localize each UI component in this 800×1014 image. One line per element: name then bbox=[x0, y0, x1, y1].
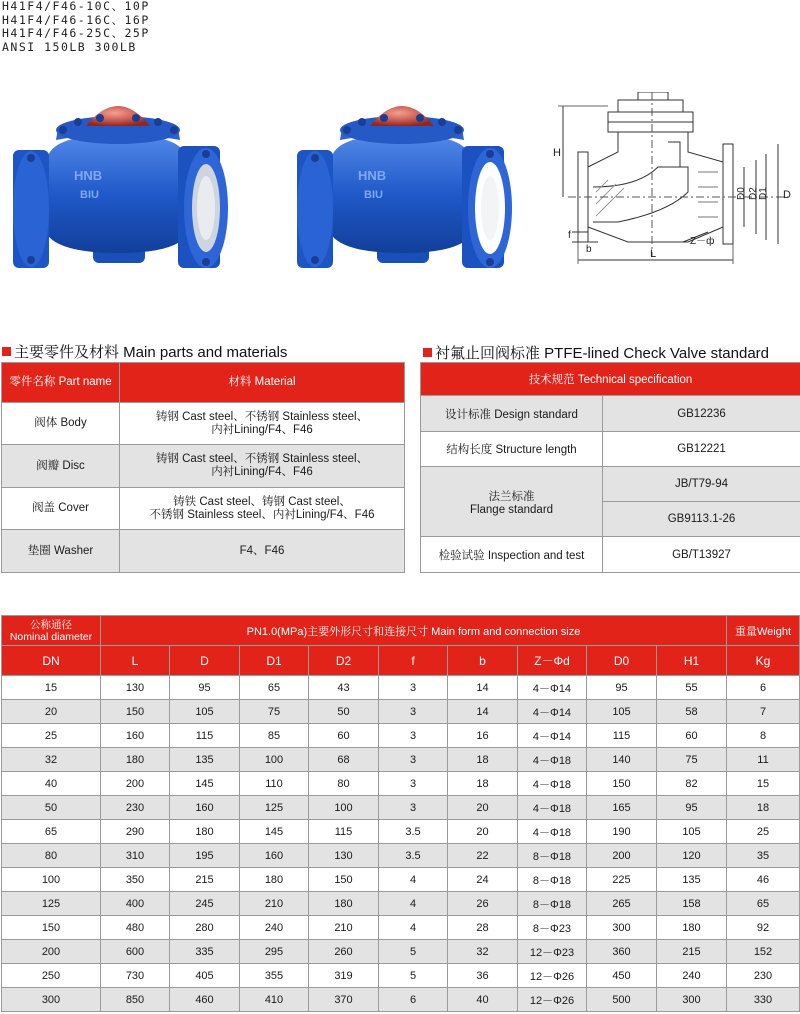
table-cell: 75 bbox=[240, 700, 309, 724]
table-cell: 115 bbox=[309, 820, 379, 844]
table-cell: 4 bbox=[379, 868, 448, 892]
table-cell: 210 bbox=[309, 916, 379, 940]
table-cell: 150 bbox=[309, 868, 379, 892]
table-cell: 4－Φ14 bbox=[518, 676, 587, 700]
spec-label: 法兰标准 Flange standard bbox=[421, 467, 603, 537]
table-cell: 100 bbox=[2, 868, 101, 892]
table-cell: 130 bbox=[101, 676, 170, 700]
table-cell: 3 bbox=[379, 700, 448, 724]
table-cell: 115 bbox=[587, 724, 657, 748]
table-cell: 125 bbox=[2, 892, 101, 916]
table-row bbox=[2, 892, 800, 916]
svg-text:BIU: BIU bbox=[80, 189, 99, 201]
column-header: D0 bbox=[587, 646, 657, 676]
table-cell: 18 bbox=[727, 796, 800, 820]
model-line: ANSI 150LB 300LB bbox=[2, 39, 137, 54]
table-row bbox=[2, 916, 800, 940]
table-row bbox=[2, 820, 800, 844]
table-cell: 260 bbox=[309, 940, 379, 964]
material-cell: 铸钢 Cast steel、不锈钢 Stainless steel、 内衬Lining/F4、F46 bbox=[120, 445, 405, 488]
table-cell: 60 bbox=[309, 724, 379, 748]
table-row bbox=[421, 396, 800, 432]
table-row bbox=[2, 445, 405, 488]
table-row bbox=[2, 964, 800, 988]
table-cell: 3.5 bbox=[379, 844, 448, 868]
column-header: D1 bbox=[240, 646, 309, 676]
table-row bbox=[421, 537, 800, 573]
table-cell: 15 bbox=[2, 676, 101, 700]
table-row bbox=[421, 363, 800, 396]
table-cell: 450 bbox=[587, 964, 657, 988]
table-cell: 100 bbox=[240, 748, 309, 772]
table-cell: 4－Φ18 bbox=[518, 772, 587, 796]
table-cell: 135 bbox=[657, 868, 727, 892]
table-cell: 140 bbox=[587, 748, 657, 772]
table-cell: 6 bbox=[727, 676, 800, 700]
part-cell: 垫圈 Washer bbox=[2, 530, 120, 573]
table-cell: 4－Φ14 bbox=[518, 700, 587, 724]
table-cell: 215 bbox=[657, 940, 727, 964]
header-material: 材料 Material bbox=[120, 363, 405, 403]
table-cell: 6 bbox=[379, 988, 448, 1012]
table-cell: 4－Φ18 bbox=[518, 748, 587, 772]
column-header: DN bbox=[2, 646, 101, 676]
table-cell: 5 bbox=[379, 940, 448, 964]
table-cell: 500 bbox=[587, 988, 657, 1012]
table-row bbox=[2, 844, 800, 868]
parts-section-title: 主要零件及材料 Main parts and materials bbox=[2, 341, 287, 362]
table-cell: 8－Φ18 bbox=[518, 844, 587, 868]
table-cell: 125 bbox=[240, 796, 309, 820]
table-cell: 3 bbox=[379, 772, 448, 796]
table-cell: 92 bbox=[727, 916, 800, 940]
table-cell: 115 bbox=[170, 724, 240, 748]
valve-photo-right bbox=[292, 88, 512, 273]
column-header: f bbox=[379, 646, 448, 676]
table-cell: 20 bbox=[448, 796, 518, 820]
table-cell: 150 bbox=[587, 772, 657, 796]
table-row bbox=[2, 940, 800, 964]
dim-label-b: b bbox=[586, 244, 592, 255]
table-cell: 50 bbox=[2, 796, 101, 820]
table-cell: 319 bbox=[309, 964, 379, 988]
table-cell: 150 bbox=[101, 700, 170, 724]
table-cell: 12－Φ26 bbox=[518, 988, 587, 1012]
table-cell: 80 bbox=[2, 844, 101, 868]
svg-text:HNB: HNB bbox=[358, 168, 387, 183]
spec-label: 结构长度 Structure length bbox=[421, 432, 603, 467]
table-cell: 160 bbox=[170, 796, 240, 820]
table-cell: 335 bbox=[170, 940, 240, 964]
table-cell: 410 bbox=[240, 988, 309, 1012]
table-row bbox=[2, 868, 800, 892]
table-cell: 215 bbox=[170, 868, 240, 892]
table-cell: 16 bbox=[448, 724, 518, 748]
column-header: D2 bbox=[309, 646, 379, 676]
table-cell: 20 bbox=[2, 700, 101, 724]
nominal-diameter-header: 公称通径 Nominal diameter bbox=[2, 616, 101, 646]
table-cell: 330 bbox=[727, 988, 800, 1012]
table-cell: 55 bbox=[657, 676, 727, 700]
table-cell: 250 bbox=[2, 964, 101, 988]
table-cell: 8 bbox=[727, 724, 800, 748]
table-cell: 850 bbox=[101, 988, 170, 1012]
table-cell: 300 bbox=[587, 916, 657, 940]
spec-section-title: 衬氟止回阀标准 PTFE-lined Check Valve standard bbox=[423, 342, 769, 363]
table-cell: 730 bbox=[101, 964, 170, 988]
table-cell: 20 bbox=[448, 820, 518, 844]
dim-label-d2: D2 bbox=[748, 187, 759, 200]
table-cell: 3 bbox=[379, 724, 448, 748]
table-cell: 32 bbox=[448, 940, 518, 964]
table-row bbox=[2, 530, 405, 573]
part-cell: 阀盖 Cover bbox=[2, 488, 120, 530]
table-cell: 295 bbox=[240, 940, 309, 964]
table-cell: 300 bbox=[657, 988, 727, 1012]
table-cell: 12－Φ26 bbox=[518, 964, 587, 988]
table-cell: 3 bbox=[379, 796, 448, 820]
table-cell: 200 bbox=[101, 772, 170, 796]
table-row bbox=[2, 488, 405, 530]
table-cell: 11 bbox=[727, 748, 800, 772]
table-cell: 4－Φ14 bbox=[518, 724, 587, 748]
dim-label-zd: Z－ф bbox=[690, 236, 715, 247]
table-cell: 8－Φ18 bbox=[518, 892, 587, 916]
table-cell: 355 bbox=[240, 964, 309, 988]
table-cell: 105 bbox=[587, 700, 657, 724]
table-cell: 14 bbox=[448, 676, 518, 700]
table-cell: 3 bbox=[379, 748, 448, 772]
table-cell: 405 bbox=[170, 964, 240, 988]
spec-value: GB9113.1-26 bbox=[603, 502, 800, 537]
dim-label-l: L bbox=[650, 248, 657, 260]
table-cell: 400 bbox=[101, 892, 170, 916]
table-cell: 15 bbox=[727, 772, 800, 796]
column-header: Z－Φd bbox=[518, 646, 587, 676]
table-cell: 280 bbox=[170, 916, 240, 940]
table-row bbox=[2, 646, 800, 676]
table-cell: 82 bbox=[657, 772, 727, 796]
table-cell: 8－Φ18 bbox=[518, 868, 587, 892]
table-cell: 3 bbox=[379, 676, 448, 700]
red-square-icon bbox=[2, 347, 11, 356]
svg-text:HNB: HNB bbox=[74, 168, 103, 183]
table-cell: 43 bbox=[309, 676, 379, 700]
table-cell: 28 bbox=[448, 916, 518, 940]
table-cell: 32 bbox=[2, 748, 101, 772]
table-cell: 4－Φ18 bbox=[518, 796, 587, 820]
table-cell: 22 bbox=[448, 844, 518, 868]
table-cell: 180 bbox=[240, 868, 309, 892]
table-cell: 240 bbox=[240, 916, 309, 940]
table-cell: 160 bbox=[240, 844, 309, 868]
table-cell: 180 bbox=[657, 916, 727, 940]
table-cell: 46 bbox=[727, 868, 800, 892]
table-cell: 3.5 bbox=[379, 820, 448, 844]
table-cell: 152 bbox=[727, 940, 800, 964]
table-row bbox=[2, 724, 800, 748]
table-cell: 95 bbox=[170, 676, 240, 700]
table-row bbox=[2, 988, 800, 1012]
part-cell: 阀瓣 Disc bbox=[2, 445, 120, 488]
table-row bbox=[2, 700, 800, 724]
table-cell: 4 bbox=[379, 916, 448, 940]
table-row bbox=[2, 772, 800, 796]
spec-value: JB/T79-94 bbox=[603, 467, 800, 502]
table-cell: 180 bbox=[101, 748, 170, 772]
dim-label-d0: D0 bbox=[736, 187, 747, 200]
table-cell: 360 bbox=[587, 940, 657, 964]
table-cell: 65 bbox=[727, 892, 800, 916]
table-row bbox=[2, 676, 800, 700]
table-cell: 58 bbox=[657, 700, 727, 724]
table-cell: 195 bbox=[170, 844, 240, 868]
part-cell: 阀体 Body bbox=[2, 403, 120, 445]
spec-value: GB/T13927 bbox=[603, 537, 800, 573]
table-cell: 300 bbox=[2, 988, 101, 1012]
table-row bbox=[2, 616, 800, 646]
model-list bbox=[2, 0, 150, 54]
table-cell: 65 bbox=[2, 820, 101, 844]
table-row bbox=[2, 403, 405, 445]
dimensions-table bbox=[1, 615, 800, 1012]
table-cell: 225 bbox=[587, 868, 657, 892]
table-cell: 68 bbox=[309, 748, 379, 772]
table-cell: 7 bbox=[727, 700, 800, 724]
table-cell: 210 bbox=[240, 892, 309, 916]
table-cell: 165 bbox=[587, 796, 657, 820]
table-cell: 105 bbox=[170, 700, 240, 724]
table-cell: 60 bbox=[657, 724, 727, 748]
table-cell: 460 bbox=[170, 988, 240, 1012]
table-cell: 110 bbox=[240, 772, 309, 796]
table-cell: 190 bbox=[587, 820, 657, 844]
dim-label-d: D bbox=[783, 189, 791, 201]
table-cell: 158 bbox=[657, 892, 727, 916]
table-cell: 180 bbox=[170, 820, 240, 844]
table-cell: 230 bbox=[727, 964, 800, 988]
column-header: Kg bbox=[727, 646, 800, 676]
dim-label-d1: D1 bbox=[758, 187, 769, 200]
table-cell: 230 bbox=[101, 796, 170, 820]
table-cell: 310 bbox=[101, 844, 170, 868]
table-row bbox=[2, 748, 800, 772]
main-size-header: PN1.0(MPa)主要外形尺寸和连接尺寸 Main form and connection size bbox=[101, 616, 727, 646]
column-header: D bbox=[170, 646, 240, 676]
red-square-icon bbox=[423, 348, 432, 357]
table-cell: 40 bbox=[448, 988, 518, 1012]
table-cell: 150 bbox=[2, 916, 101, 940]
table-cell: 145 bbox=[170, 772, 240, 796]
table-cell: 240 bbox=[657, 964, 727, 988]
table-cell: 14 bbox=[448, 700, 518, 724]
table-cell: 120 bbox=[657, 844, 727, 868]
dim-label-h: H bbox=[553, 147, 561, 159]
table-cell: 4－Φ18 bbox=[518, 820, 587, 844]
table-cell: 265 bbox=[587, 892, 657, 916]
table-cell: 105 bbox=[657, 820, 727, 844]
table-cell: 40 bbox=[2, 772, 101, 796]
table-cell: 8－Φ23 bbox=[518, 916, 587, 940]
table-cell: 180 bbox=[309, 892, 379, 916]
spec-header: 技术规范 Technical specification bbox=[421, 363, 800, 396]
dim-label-f: f bbox=[568, 230, 571, 241]
table-cell: 25 bbox=[2, 724, 101, 748]
table-cell: 370 bbox=[309, 988, 379, 1012]
model-line: H41F4/F46-25C、25P bbox=[2, 26, 150, 40]
spec-value: GB12221 bbox=[603, 432, 800, 467]
parts-table bbox=[1, 362, 405, 573]
table-row bbox=[421, 432, 800, 467]
table-cell: 290 bbox=[101, 820, 170, 844]
column-header: L bbox=[101, 646, 170, 676]
material-cell: F4、F46 bbox=[120, 530, 405, 573]
table-cell: 135 bbox=[170, 748, 240, 772]
table-cell: 26 bbox=[448, 892, 518, 916]
table-cell: 200 bbox=[587, 844, 657, 868]
table-cell: 18 bbox=[448, 772, 518, 796]
table-row bbox=[421, 467, 800, 502]
weight-header: 重量Weight bbox=[727, 616, 800, 646]
table-cell: 245 bbox=[170, 892, 240, 916]
table-cell: 350 bbox=[101, 868, 170, 892]
table-cell: 130 bbox=[309, 844, 379, 868]
table-cell: 12－Φ23 bbox=[518, 940, 587, 964]
table-row bbox=[2, 363, 405, 403]
table-cell: 65 bbox=[240, 676, 309, 700]
table-cell: 5 bbox=[379, 964, 448, 988]
spec-value: GB12236 bbox=[603, 396, 800, 432]
table-cell: 95 bbox=[657, 796, 727, 820]
spec-label: 设计标准 Design standard bbox=[421, 396, 603, 432]
column-header: b bbox=[448, 646, 518, 676]
table-cell: 100 bbox=[309, 796, 379, 820]
material-cell: 铸铁 Cast steel、铸钢 Cast steel、 不锈钢 Stainless steel、内衬Lining/F4、F46 bbox=[120, 488, 405, 530]
header-part-name: 零件名称 Part name bbox=[2, 363, 120, 403]
spec-table bbox=[420, 362, 800, 573]
table-cell: 75 bbox=[657, 748, 727, 772]
spec-label: 检验试验 Inspection and test bbox=[421, 537, 603, 573]
table-cell: 25 bbox=[727, 820, 800, 844]
valve-section-drawing bbox=[548, 92, 798, 270]
material-cell: 铸钢 Cast steel、不锈钢 Stainless steel、 内衬Lining/F4、F46 bbox=[120, 403, 405, 445]
table-cell: 24 bbox=[448, 868, 518, 892]
column-header: H1 bbox=[657, 646, 727, 676]
table-cell: 95 bbox=[587, 676, 657, 700]
table-cell: 35 bbox=[727, 844, 800, 868]
model-line: H41F4/F46-16C、16P bbox=[2, 12, 150, 27]
table-cell: 80 bbox=[309, 772, 379, 796]
model-line: H41F4/F46-10C、10P bbox=[2, 0, 150, 13]
table-row bbox=[2, 796, 800, 820]
table-cell: 85 bbox=[240, 724, 309, 748]
table-cell: 4 bbox=[379, 892, 448, 916]
table-cell: 36 bbox=[448, 964, 518, 988]
table-cell: 160 bbox=[101, 724, 170, 748]
valve-photo-left bbox=[8, 88, 228, 273]
table-cell: 600 bbox=[101, 940, 170, 964]
table-cell: 480 bbox=[101, 916, 170, 940]
table-cell: 145 bbox=[240, 820, 309, 844]
svg-text:BIU: BIU bbox=[364, 189, 383, 201]
table-cell: 50 bbox=[309, 700, 379, 724]
table-cell: 200 bbox=[2, 940, 101, 964]
table-cell: 18 bbox=[448, 748, 518, 772]
